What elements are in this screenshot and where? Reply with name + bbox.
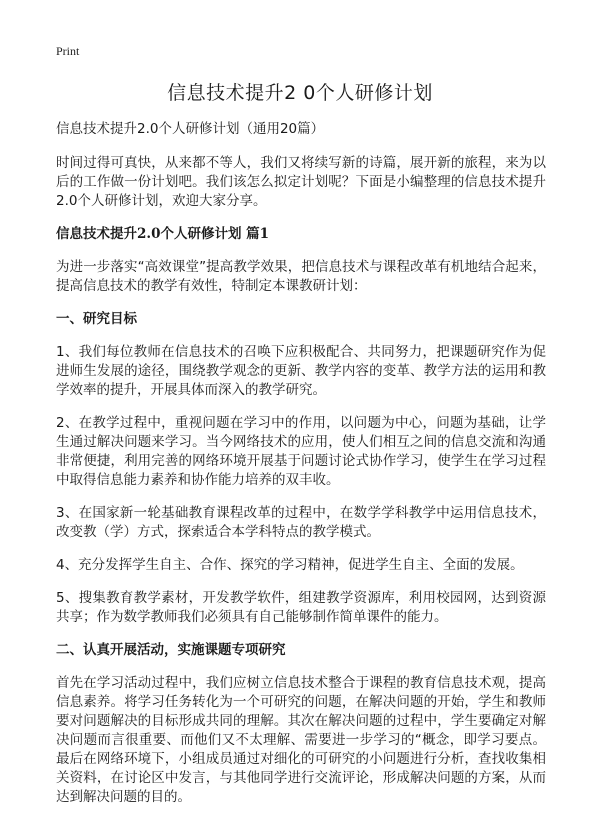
goal-item-3: 3、在国家新一轮基础教育课程改革的过程中，在数学学科教学中运用信息技术，改变教（学）方式，探索适合本学科特点的教学模式。	[56, 505, 546, 540]
goal-item-2: 2、在教学过程中，重视问题在学习中的作用，以问题为中心，问题为基础，让学生通过解决问题来学习。当今网络技术的应用，使人们相互之间的信息交流和沟通非常便捷，利用完善的网络环境开展基于问题讨论式协作学习，使学生在学习过程中取得信息能力素养和协作能力培养的双丰收。	[56, 415, 546, 488]
document-body	[56, 120, 546, 821]
activities-paragraph: 首先在学习活动过程中，我们应树立信息技术整合于课程的教育信息技术观，提高信息素养。将学习任务转化为一个可研究的问题，在解决问题的开始，学生和教师要对问题解决的目标形成共同的理解。其次在解决问题的过程中，学生要确定对解决问题而言很重要、而他们又不太理解、需要进一步学习的“概念，即学习要点。最后在网络环境下，小组成员通过对细化的可研究的小问题进行分析，查找收集相关资料，在讨论区中发言，与其他同学进行交流评论，形成解决问题的方案，从而达到解决问题的目的。	[56, 675, 546, 805]
section-heading-research-goals: 一、研究目标	[56, 311, 137, 327]
document-title: 信息技术提升2 0个人研修计划	[167, 82, 433, 104]
document-subtitle: 信息技术提升2.0个人研修计划（通用20篇）	[56, 121, 325, 137]
chapter-intro-paragraph: 为进一步落实“高效课堂”提高教学效果，把信息技术与课程改革有机地结合起来，提高信息技术的教学有效性，特制定本课教研计划：	[56, 259, 546, 294]
goal-item-4: 4、充分发挥学生自主、合作、探究的学习精神，促进学生自主、全面的发展。	[56, 557, 524, 573]
goal-item-1: 1、我们每位教师在信息技术的召唤下应积极配合、共同努力，把课题研究作为促进师生发展的途径，围绕教学观念的更新、教学内容的变革、教学方法的运用和教学效率的提升，开展具体而深入的教学研究。	[56, 344, 546, 398]
chapter-heading: 信息技术提升2.0个人研修计划 篇1	[56, 226, 270, 242]
goal-item-5: 5、搜集教育教学素材，开发教学软件，组建教学资源库，利用校园网，达到资源共享；作为数学教师我们必须具有自己能够制作简单课件的能力。	[56, 590, 546, 625]
section-heading-activities: 二、认真开展活动，实施课题专项研究	[56, 642, 286, 658]
intro-paragraph: 时间过得可真快，从来都不等人，我们又将续写新的诗篇，展开新的旅程，来为以后的工作做一份计划吧。我们该怎么拟定计划呢？下面是小编整理的信息技术提升2.0个人研修计划，欢迎大家分享。	[56, 155, 546, 209]
print-link[interactable]: Print	[56, 44, 80, 58]
